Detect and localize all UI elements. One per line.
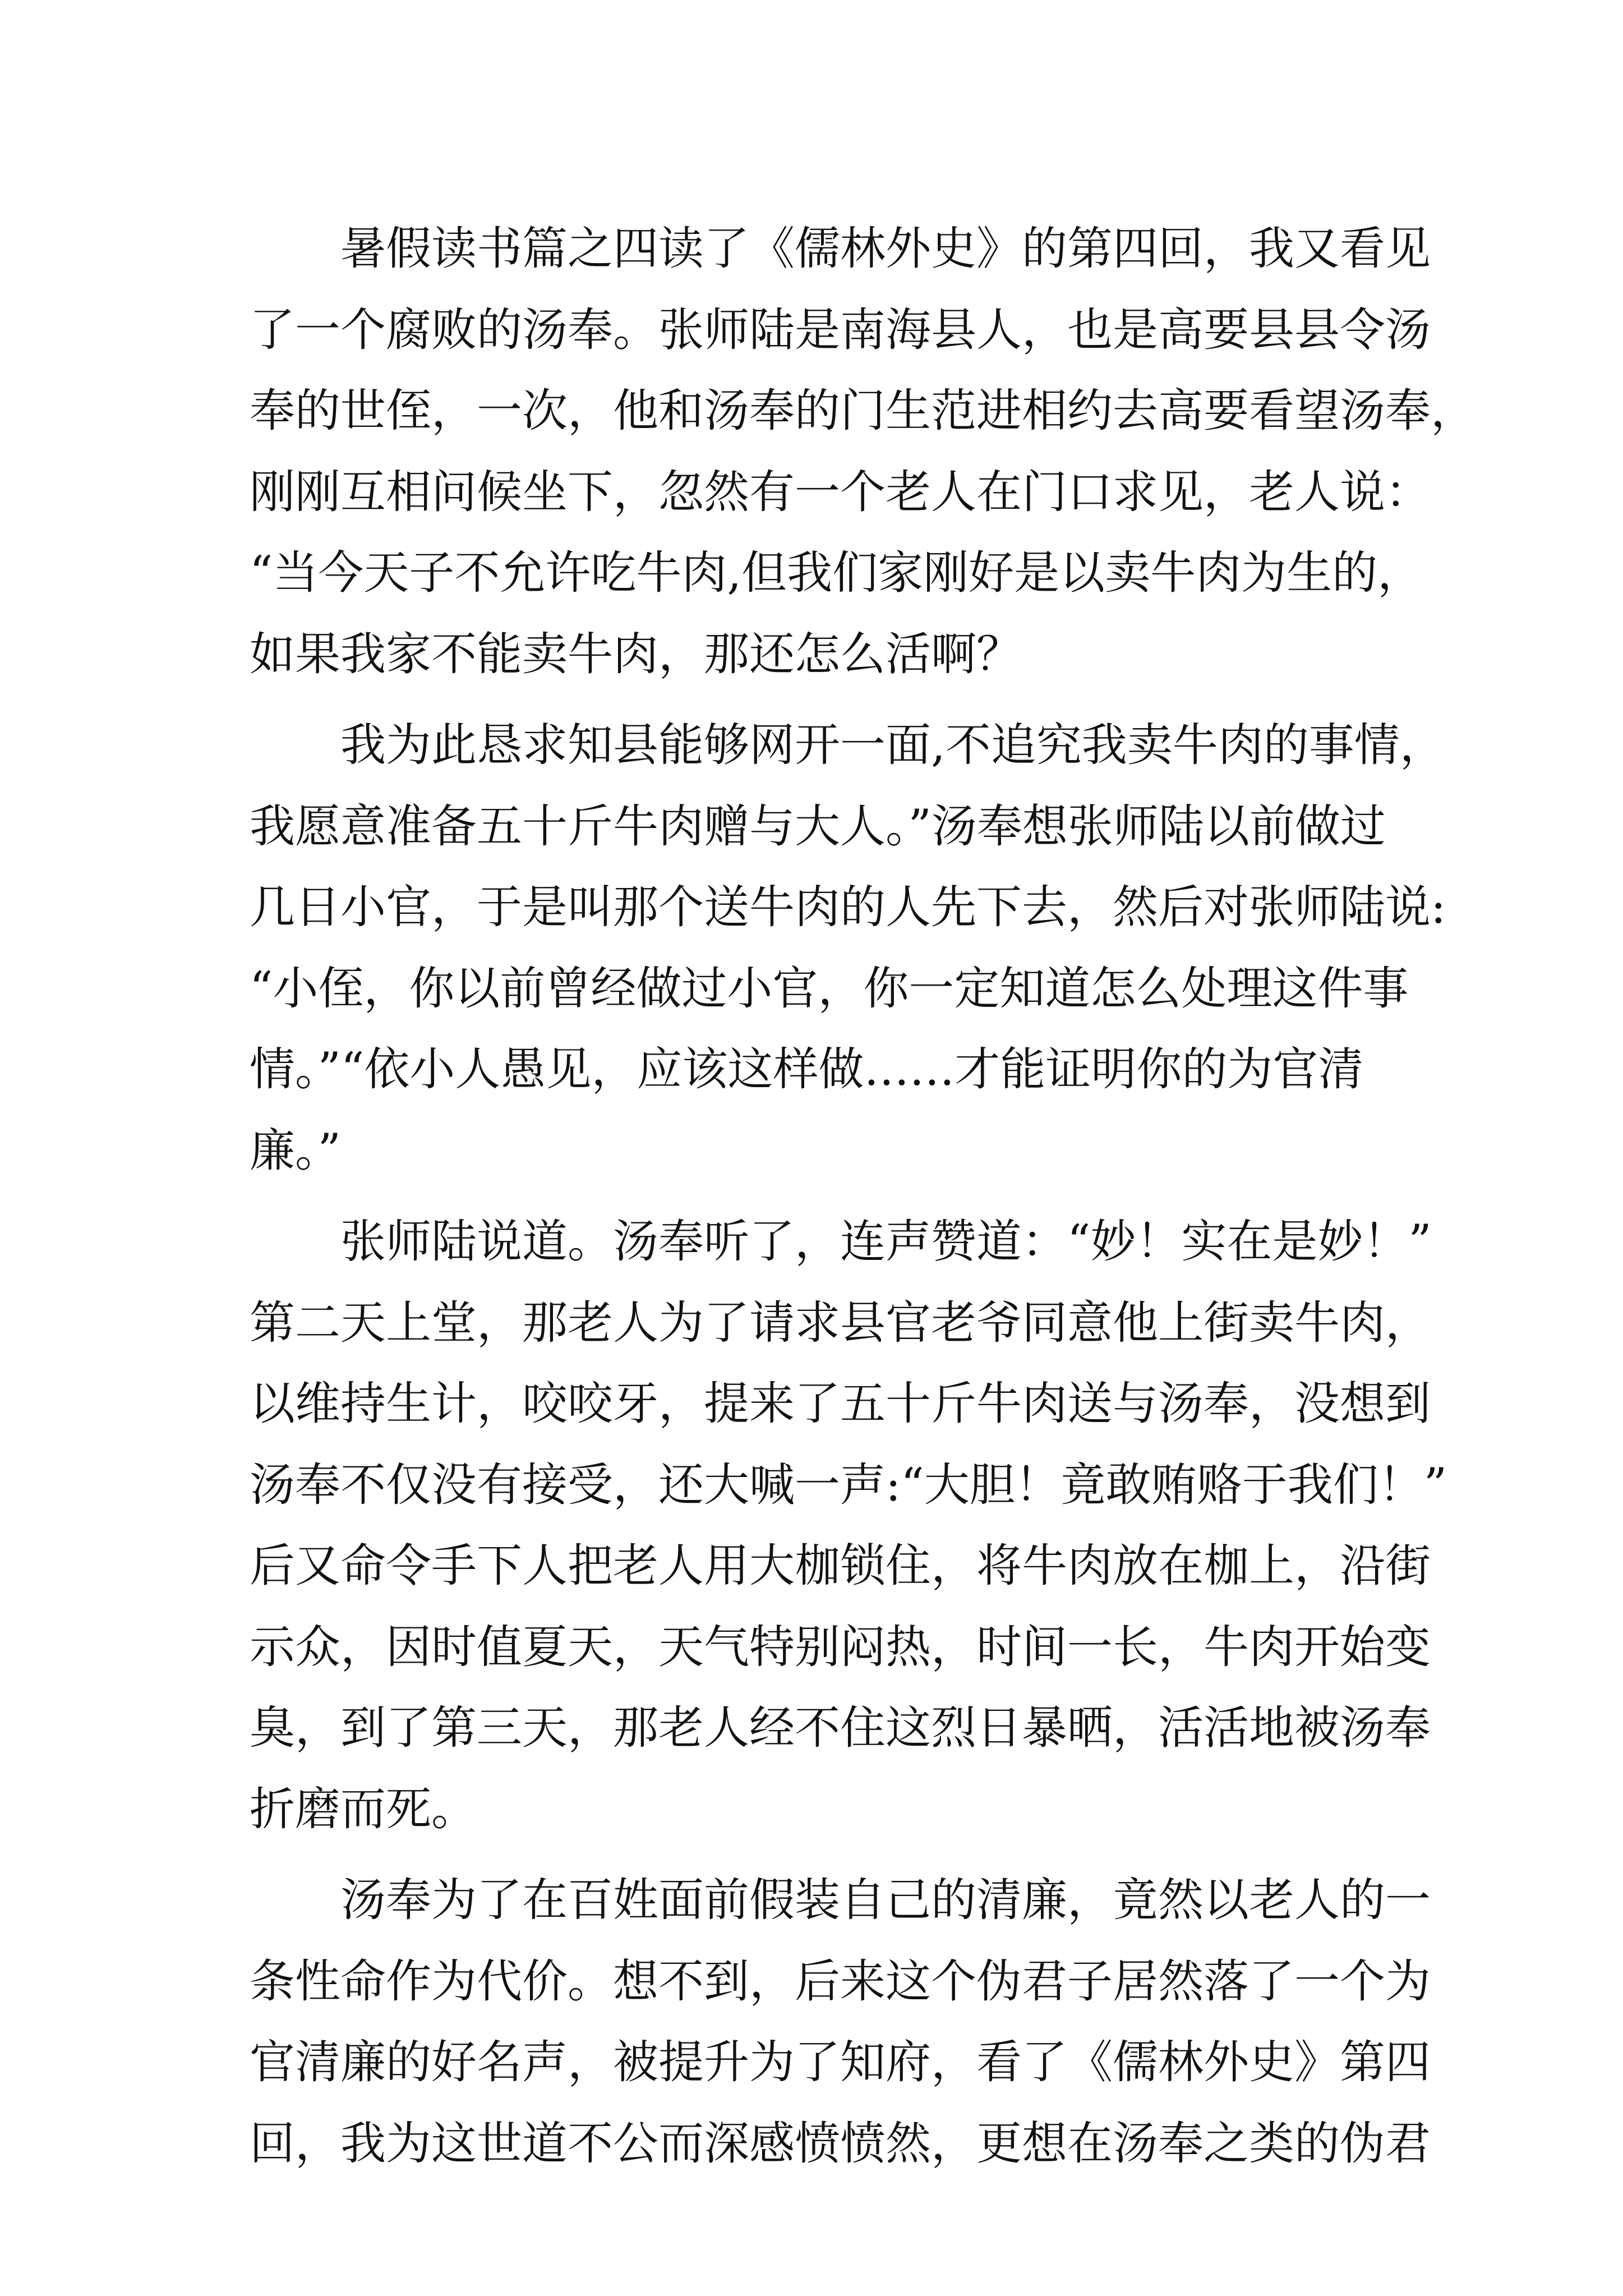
paragraph-gap	[250, 1850, 1388, 1860]
paragraph-2	[250, 705, 1446, 1191]
text-line: 汤奉不仅没有接受，还大喊一声:“大胆！竟敢贿赂于我们！”	[250, 1458, 1447, 1512]
paragraph-1	[250, 209, 1477, 695]
text-line: 张师陆说道。汤奉听了，连声赞道：“妙！实在是妙！”	[250, 1216, 1432, 1268]
paragraph-3	[250, 1202, 1447, 1850]
text-line: 第二天上堂，那老人为了请求县官老爷同意他上街卖牛肉，	[250, 1296, 1431, 1350]
text-line: 暑假读书篇之四读了《儒林外史》的第四回，我又看见	[250, 223, 1431, 275]
text-line: 了一个腐败的汤奉。张师陆是南海县人，也是高要县县令汤	[250, 303, 1431, 357]
text-line: 后又命令手下人把老人用大枷锁住，将牛肉放在枷上，沿街	[250, 1540, 1431, 1593]
text-line: 如果我家不能卖牛肉，那还怎么活啊？	[250, 628, 1022, 681]
text-line: 以维持生计，咬咬牙，提来了五十斤牛肉送与汤奉，没想到	[250, 1378, 1431, 1430]
text-line: 廉。”	[250, 1124, 341, 1177]
text-line: “当今天子不允许吃牛肉,但我们家刚好是以卖牛肉为生的，	[250, 547, 1423, 600]
text-line: 折磨而死。	[250, 1783, 477, 1836]
document-body	[250, 209, 1477, 2184]
text-line: 臭，到了第三天，那老人经不住这烈日暴晒，活活地被汤奉	[250, 1702, 1431, 1755]
text-line: 几日小官，于是叫那个送牛肉的人先下去，然后对张师陆说:	[250, 881, 1446, 934]
text-line: 我愿意准备五十斤牛肉赠与大人。”汤奉想张师陆以前做过	[250, 800, 1386, 853]
text-line: 刚刚互相问候坐下，忽然有一个老人在门口求见，老人说：	[250, 466, 1431, 519]
text-line: 官清廉的好名声，被提升为了知府，看了《儒林外史》第四	[250, 2036, 1431, 2089]
text-line: 奉的世侄，一次，他和汤奉的门生范进相约去高要看望汤奉，	[250, 385, 1477, 438]
paragraph-gap	[250, 695, 1388, 705]
text-line: 回，我为这世道不公而深感愤愤然，更想在汤奉之类的伪君	[250, 2117, 1431, 2170]
paragraph-4	[250, 1860, 1431, 2184]
text-line: 情。”“依小人愚见，应该这样做……才能证明你的为官清	[250, 1043, 1364, 1096]
text-line: 示众，因时值夏天，天气特别闷热，时间一长，牛肉开始变	[250, 1621, 1431, 1674]
text-line: 我为此恳求知县能够网开一面,不追究我卖牛肉的事情，	[250, 719, 1445, 772]
text-line: 汤奉为了在百姓面前假装自己的清廉，竟然以老人的一	[250, 1874, 1431, 1927]
text-line: 条性命作为代价。想不到，后来这个伪君子居然落了一个为	[250, 1955, 1431, 2008]
paragraph-gap	[250, 1191, 1388, 1202]
text-line: “小侄，你以前曾经做过小官，你一定知道怎么处理这件事	[250, 962, 1409, 1015]
